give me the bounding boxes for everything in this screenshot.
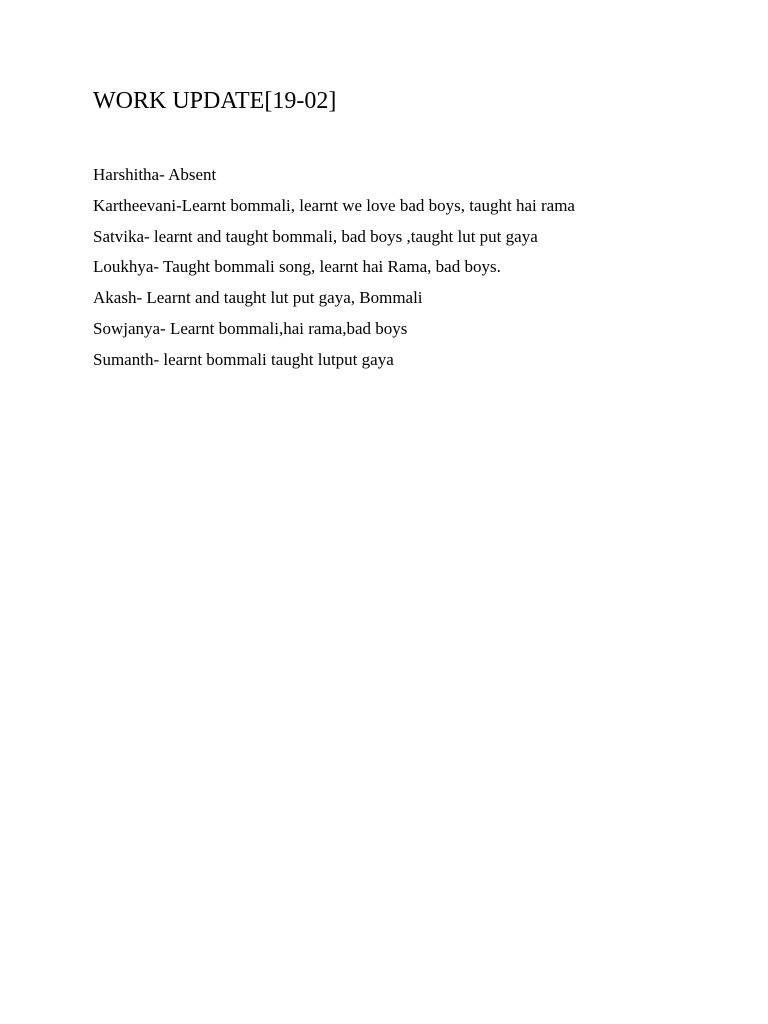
list-item: Kartheevani-Learnt bommali, learnt we love bad boys, taught hai rama — [93, 195, 575, 215]
document-title: WORK UPDATE[19-02] — [93, 88, 337, 114]
list-item: Harshitha- Absent — [93, 165, 217, 184]
list-item: Loukhya- Taught bommali song, learnt hai Rama, bad boys. — [93, 257, 501, 277]
list-item: Satvika- learnt and taught bommali, bad boys ,taught lut put gaya — [93, 226, 538, 246]
list-item: Sumanth- learnt bommali taught lutput gaya — [93, 349, 394, 369]
work-update-list — [93, 165, 575, 381]
list-item: Akash- Learnt and taught lut put gaya, Bommali — [93, 288, 423, 308]
list-item: Sowjanya- Learnt bommali,hai rama,bad boys — [93, 318, 408, 338]
